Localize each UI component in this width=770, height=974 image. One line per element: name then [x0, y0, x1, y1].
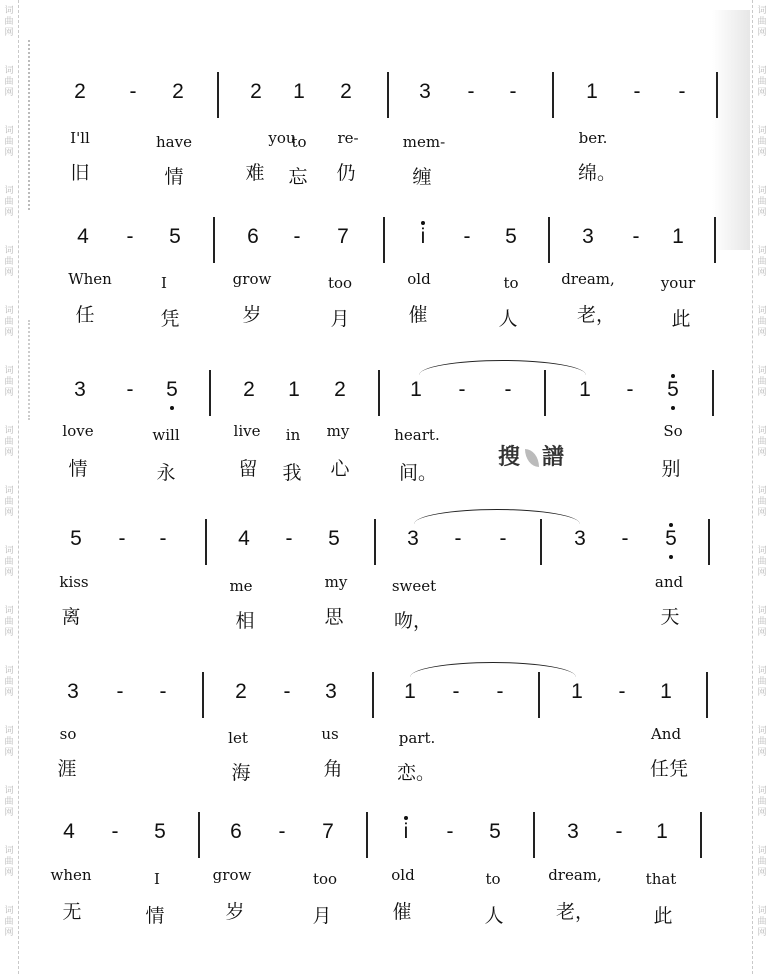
watermark-glyph: 网	[4, 148, 14, 158]
lyric-english: sweet	[391, 577, 437, 595]
watermark-glyph: 词	[757, 66, 767, 76]
watermark-glyph: 曲	[4, 17, 14, 27]
dash-note: -	[621, 527, 629, 550]
lyric-chinese: 我	[282, 462, 302, 484]
watermark-glyph: 词	[4, 366, 14, 376]
watermark-glyph: 曲	[757, 737, 767, 747]
watermark-glyph: 词	[757, 306, 767, 316]
lyric-english: your	[660, 274, 696, 292]
bar-line	[209, 370, 211, 416]
lyric-chinese: 此	[671, 308, 691, 330]
dash-note: -	[446, 820, 454, 843]
dash-note: -	[458, 378, 466, 401]
bar-line	[544, 370, 546, 416]
lyric-english: I	[161, 274, 167, 292]
watermark-glyph: 词	[4, 66, 14, 76]
note-number: 3	[407, 527, 419, 550]
watermark-glyph: 词	[757, 846, 767, 856]
lyric-chinese: 老，	[555, 901, 595, 923]
lyric-english: my	[326, 422, 350, 440]
watermark-glyph: 曲	[4, 857, 14, 867]
note-number: 5	[169, 225, 181, 248]
watermark-glyph: 网	[4, 928, 14, 938]
watermark-glyph: 曲	[757, 857, 767, 867]
dash-note: -	[111, 820, 119, 843]
lyric-chinese: 凭	[160, 308, 180, 330]
lyric-chinese: 月	[312, 905, 332, 927]
watermark-glyph: 曲	[757, 677, 767, 687]
watermark-glyph: 词	[757, 666, 767, 676]
lyric-chinese: 催	[392, 901, 412, 923]
lyric-english: my	[324, 573, 348, 591]
lyric-chinese: 岁	[242, 304, 262, 326]
dash-note: -	[283, 680, 291, 703]
dash-note: -	[618, 680, 626, 703]
watermark-glyph: 曲	[757, 317, 767, 327]
watermark-glyph: 曲	[4, 437, 14, 447]
watermark-glyph: 曲	[757, 797, 767, 807]
watermark-glyph: 曲	[4, 257, 14, 267]
note-number: 3	[582, 225, 594, 248]
note-number: 6	[230, 820, 242, 843]
dash-note: -	[499, 527, 507, 550]
lyric-chinese: 天	[660, 606, 680, 628]
dash-note: -	[454, 527, 462, 550]
lyric-english: to	[503, 274, 519, 292]
watermark-glyph: 网	[757, 448, 767, 458]
watermark-glyph: 网	[4, 448, 14, 458]
bar-line	[383, 217, 385, 263]
watermark-glyph: 网	[4, 628, 14, 638]
note-number: 5	[328, 527, 340, 550]
lyric-english: dream,	[561, 270, 615, 288]
lyric-english: me	[229, 577, 253, 595]
lyric-english: us	[321, 725, 339, 743]
bar-line	[366, 812, 368, 858]
bar-line	[708, 519, 710, 565]
lyric-chinese: 任凭	[649, 758, 689, 780]
watermark-glyph: 曲	[4, 377, 14, 387]
lyric-chinese: 此	[653, 905, 673, 927]
note-number: 1	[404, 680, 416, 703]
watermark-glyph: 曲	[757, 917, 767, 927]
note-number: 2	[243, 378, 255, 401]
slur-arc	[410, 662, 576, 677]
lyric-chinese: 永	[156, 462, 176, 484]
watermark-glyph: 网	[757, 388, 767, 398]
lyric-chinese: 留	[238, 458, 258, 480]
bar-line	[548, 217, 550, 263]
watermark-glyph: 词	[757, 366, 767, 376]
watermark-glyph: 网	[4, 868, 14, 878]
scan-artifact	[28, 320, 40, 420]
lyric-english: grow	[232, 270, 272, 288]
note-number: 5	[70, 527, 82, 550]
lyric-chinese: 催	[408, 304, 428, 326]
note-number: 1	[410, 378, 422, 401]
octave-dot-above	[404, 816, 408, 820]
watermark-glyph: 词	[757, 126, 767, 136]
watermark-glyph: 词	[757, 186, 767, 196]
dash-note: -	[633, 80, 641, 103]
note-number: 5	[166, 378, 178, 401]
lyric-chinese: 离	[61, 606, 81, 628]
watermark-glyph: 网	[757, 328, 767, 338]
note-number: 2	[172, 80, 184, 103]
lyric-chinese: 恋。	[396, 762, 436, 784]
lyric-english: kiss	[59, 573, 89, 591]
lyric-english: I'll	[70, 129, 90, 147]
dash-note: -	[509, 80, 517, 103]
lyric-english: part.	[398, 729, 436, 747]
lyric-english: mem-	[402, 133, 446, 151]
watermark-glyph: 曲	[4, 737, 14, 747]
dash-note: -	[626, 378, 634, 401]
watermark-glyph: 曲	[757, 137, 767, 147]
lyric-chinese: 别	[661, 458, 681, 480]
note-number: 5	[489, 820, 501, 843]
watermark-glyph: 网	[757, 88, 767, 98]
watermark-glyph: 曲	[4, 77, 14, 87]
lyric-chinese: 无	[62, 901, 82, 923]
lyric-english: you	[268, 129, 296, 147]
bar-line	[540, 519, 542, 565]
lyric-chinese: 心	[330, 458, 350, 480]
lyric-chinese: 情	[145, 905, 165, 927]
note-number: 1	[579, 378, 591, 401]
note-number: 1	[672, 225, 684, 248]
watermark-glyph: 词	[757, 6, 767, 16]
note-number: 3	[67, 680, 79, 703]
watermark-glyph: 词	[4, 186, 14, 196]
dash-note: -	[496, 680, 504, 703]
lyric-english: too	[327, 274, 353, 292]
watermark-glyph: 曲	[757, 17, 767, 27]
watermark-glyph: 词	[4, 726, 14, 736]
watermark-glyph: 网	[4, 88, 14, 98]
watermark-glyph: 网	[4, 328, 14, 338]
lyric-english: love	[62, 422, 94, 440]
dash-note: -	[467, 80, 475, 103]
lyric-english: when	[50, 866, 92, 884]
watermark-glyph: 词	[4, 606, 14, 616]
leaf-icon	[525, 449, 539, 467]
lyric-english: When	[68, 270, 112, 288]
lyric-english: old	[391, 866, 415, 884]
lyric-english: in	[285, 426, 301, 444]
watermark-glyph: 曲	[4, 497, 14, 507]
logo-char-left: 搜	[498, 445, 523, 470]
watermark-glyph: 词	[4, 306, 14, 316]
lyric-chinese: 仍	[336, 162, 356, 184]
note-number: 2	[235, 680, 247, 703]
watermark-glyph: 词	[757, 786, 767, 796]
watermark-glyph: 网	[757, 628, 767, 638]
slur-arc	[419, 360, 586, 375]
right-margin-strip	[752, 0, 770, 974]
lyric-chinese: 相	[235, 610, 255, 632]
dash-note: -	[463, 225, 471, 248]
watermark-glyph: 曲	[4, 917, 14, 927]
lyric-english: live	[233, 422, 261, 440]
watermark-glyph: 词	[4, 426, 14, 436]
dash-note: -	[126, 378, 134, 401]
watermark-glyph: 曲	[4, 557, 14, 567]
bar-line	[213, 217, 215, 263]
watermark-glyph: 曲	[4, 677, 14, 687]
watermark-glyph: 曲	[757, 77, 767, 87]
dash-note: -	[504, 378, 512, 401]
bar-line	[205, 519, 207, 565]
bar-line	[706, 672, 708, 718]
lyric-chinese: 绵。	[577, 162, 617, 184]
watermark-glyph: 网	[4, 28, 14, 38]
lyric-english: to	[485, 870, 501, 888]
watermark-glyph: 词	[4, 246, 14, 256]
lyric-chinese: 人	[498, 308, 518, 330]
note-number: 2	[334, 378, 346, 401]
watermark-glyph: 词	[4, 546, 14, 556]
note-number: 4	[63, 820, 75, 843]
lyric-english: dream,	[548, 866, 602, 884]
watermark-glyph: 曲	[4, 137, 14, 147]
lyric-chinese: 忘	[288, 166, 308, 188]
dash-note: -	[159, 680, 167, 703]
bar-line	[198, 812, 200, 858]
octave-dot-below	[671, 406, 675, 410]
watermark-glyph: 网	[757, 28, 767, 38]
lyric-english: re-	[337, 129, 359, 147]
note-number: 1	[293, 80, 305, 103]
lyric-english: let	[228, 729, 248, 747]
lyric-chinese: 涯	[57, 758, 77, 780]
lyric-english: that	[645, 870, 677, 888]
note-number: 6	[247, 225, 259, 248]
note-number: 2	[74, 80, 86, 103]
lyric-english: will	[152, 426, 180, 444]
watermark-glyph: 网	[4, 268, 14, 278]
watermark-glyph: 网	[4, 748, 14, 758]
dash-note: -	[632, 225, 640, 248]
octave-dot-above	[669, 523, 673, 527]
note-number: 7	[337, 225, 349, 248]
bar-line	[712, 370, 714, 416]
dash-note: -	[293, 225, 301, 248]
watermark-glyph: 词	[757, 486, 767, 496]
bar-line	[714, 217, 716, 263]
watermark-glyph: 网	[4, 388, 14, 398]
lyric-chinese: 角	[323, 758, 343, 780]
dash-note: -	[615, 820, 623, 843]
dash-note: -	[126, 225, 134, 248]
note-number: 5	[667, 378, 679, 401]
lyric-english: so	[59, 725, 77, 743]
note-number: 3	[74, 378, 86, 401]
logo-char-right: 譜	[542, 445, 567, 470]
lyric-english: old	[407, 270, 431, 288]
dash-note: -	[118, 527, 126, 550]
note-number: 1	[660, 680, 672, 703]
lyric-english: too	[312, 870, 338, 888]
lyric-english: have	[156, 133, 192, 151]
watermark-glyph: 曲	[4, 197, 14, 207]
bar-line	[202, 672, 204, 718]
watermark-glyph: 词	[4, 486, 14, 496]
bar-line	[700, 812, 702, 858]
watermark-glyph: 网	[757, 268, 767, 278]
dash-note: -	[159, 527, 167, 550]
note-number: 2	[250, 80, 262, 103]
lyric-chinese: 情	[164, 166, 184, 188]
lyric-english: ber.	[578, 129, 608, 147]
dash-note: -	[678, 80, 686, 103]
octave-dot-below	[669, 555, 673, 559]
bar-line	[533, 812, 535, 858]
watermark-glyph: 曲	[757, 557, 767, 567]
left-margin-strip	[0, 0, 19, 974]
dash-note: -	[129, 80, 137, 103]
octave-dot-below	[170, 406, 174, 410]
watermark-glyph: 词	[4, 126, 14, 136]
watermark-glyph: 网	[757, 748, 767, 758]
watermark-glyph: 曲	[757, 257, 767, 267]
watermark-glyph: 曲	[757, 617, 767, 627]
watermark-glyph: 网	[4, 808, 14, 818]
note-number: i	[420, 225, 426, 248]
lyric-chinese: 思	[324, 606, 344, 628]
bar-line	[372, 672, 374, 718]
watermark-glyph: 网	[757, 928, 767, 938]
watermark-glyph: 词	[4, 786, 14, 796]
lyric-english: I	[154, 870, 160, 888]
lyric-chinese: 吻，	[393, 610, 433, 632]
watermark-glyph: 词	[757, 906, 767, 916]
lyric-chinese: 人	[484, 905, 504, 927]
note-number: 5	[665, 527, 677, 550]
watermark-glyph: 曲	[4, 617, 14, 627]
lyric-chinese: 岁	[225, 901, 245, 923]
note-number: 1	[288, 378, 300, 401]
watermark-glyph: 词	[4, 846, 14, 856]
watermark-glyph: 曲	[757, 437, 767, 447]
note-number: 1	[571, 680, 583, 703]
lyric-chinese: 难	[245, 162, 265, 184]
watermark-glyph: 曲	[4, 797, 14, 807]
dash-note: -	[452, 680, 460, 703]
watermark-glyph: 网	[4, 208, 14, 218]
bar-line	[378, 370, 380, 416]
lyric-english: grow	[212, 866, 252, 884]
dash-note: -	[116, 680, 124, 703]
lyric-chinese: 情	[68, 458, 88, 480]
lyric-chinese: 旧	[70, 162, 90, 184]
lyric-chinese: 任	[75, 304, 95, 326]
dash-note: -	[278, 820, 286, 843]
watermark-glyph: 词	[757, 606, 767, 616]
note-number: 5	[154, 820, 166, 843]
lyric-chinese: 间。	[398, 462, 438, 484]
note-number: 4	[238, 527, 250, 550]
lyric-chinese: 海	[231, 762, 251, 784]
note-number: 2	[340, 80, 352, 103]
lyric-chinese: 老，	[576, 304, 616, 326]
note-number: 5	[505, 225, 517, 248]
watermark-glyph: 词	[4, 906, 14, 916]
note-number: 3	[574, 527, 586, 550]
watermark-glyph: 网	[757, 808, 767, 818]
watermark-glyph: 网	[757, 208, 767, 218]
watermark-glyph: 词	[4, 666, 14, 676]
watermark-glyph: 曲	[757, 197, 767, 207]
bar-line	[374, 519, 376, 565]
watermark-glyph: 词	[4, 6, 14, 16]
note-number: 1	[586, 80, 598, 103]
watermark-glyph: 网	[757, 148, 767, 158]
watermark-glyph: 网	[4, 568, 14, 578]
note-number: 3	[325, 680, 337, 703]
sopu-logo	[498, 440, 566, 471]
watermark-glyph: 网	[757, 868, 767, 878]
watermark-glyph: 网	[757, 508, 767, 518]
lyric-english: So	[663, 422, 683, 440]
lyric-english: heart.	[394, 426, 440, 444]
watermark-glyph: 词	[757, 726, 767, 736]
note-number: 1	[656, 820, 668, 843]
bar-line	[538, 672, 540, 718]
slur-arc	[414, 509, 580, 524]
watermark-glyph: 词	[757, 546, 767, 556]
lyric-english: to	[291, 133, 307, 151]
watermark-glyph: 曲	[4, 317, 14, 327]
octave-dot-above	[421, 221, 425, 225]
note-number: 4	[77, 225, 89, 248]
note-number: 3	[419, 80, 431, 103]
note-number: i	[403, 820, 409, 843]
watermark-glyph: 词	[757, 246, 767, 256]
note-number: 7	[322, 820, 334, 843]
note-number: 3	[567, 820, 579, 843]
watermark-glyph: 词	[757, 426, 767, 436]
dash-note: -	[285, 527, 293, 550]
watermark-glyph: 网	[757, 688, 767, 698]
lyric-english: and	[654, 573, 684, 591]
watermark-glyph: 网	[757, 568, 767, 578]
watermark-glyph: 曲	[757, 377, 767, 387]
octave-dot-above	[671, 374, 675, 378]
lyric-english: And	[650, 725, 682, 743]
watermark-glyph: 曲	[757, 497, 767, 507]
lyric-chinese: 月	[330, 308, 350, 330]
watermark-glyph: 网	[4, 508, 14, 518]
lyric-chinese: 缠	[412, 166, 432, 188]
watermark-glyph: 网	[4, 688, 14, 698]
